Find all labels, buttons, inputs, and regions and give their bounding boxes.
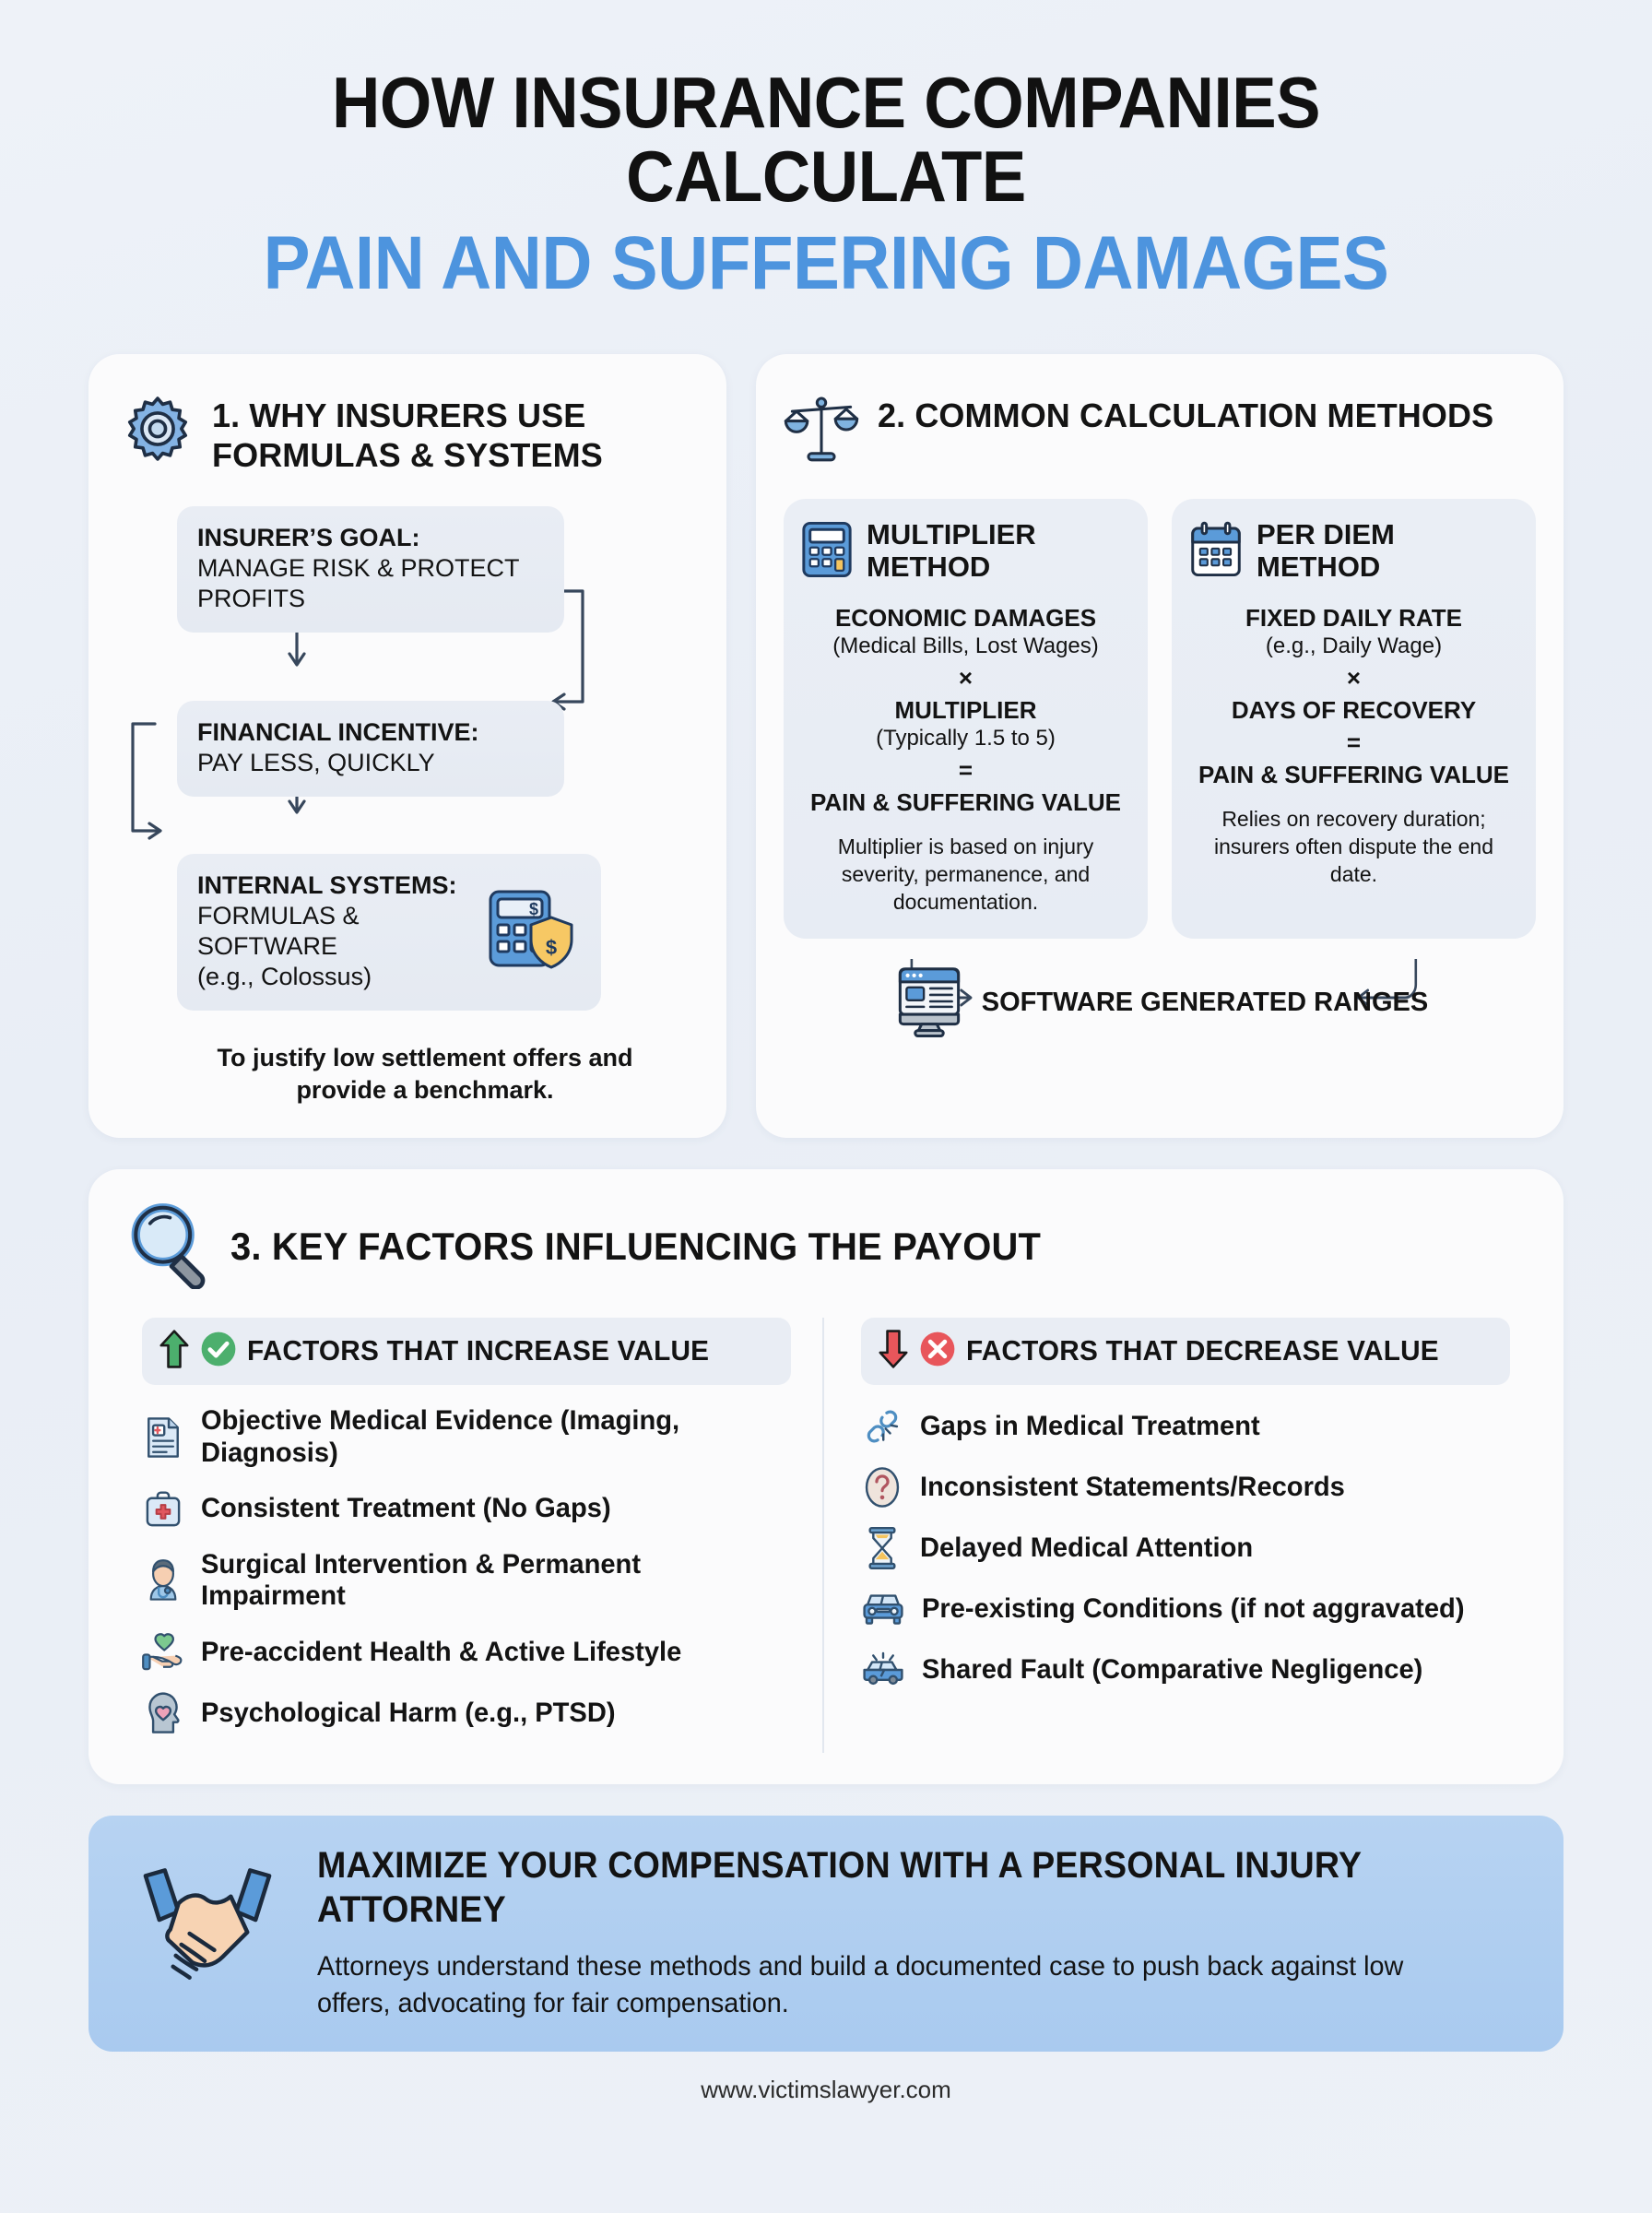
x-circle-icon xyxy=(918,1330,957,1373)
svg-text:$: $ xyxy=(528,900,539,919)
list-item-label: Shared Fault (Comparative Negligence) xyxy=(922,1653,1423,1685)
section-1-note: To justify low settlement offers and provide a benchmark. xyxy=(217,1043,633,1104)
flow-box-systems xyxy=(177,854,601,1011)
multiplier-line1-sub: (Medical Bills, Lost Wages) xyxy=(832,633,1099,658)
method-per-diem-body xyxy=(1188,604,1519,889)
cta-banner xyxy=(88,1816,1564,2052)
increase-header xyxy=(142,1318,791,1385)
method-multiplier-body xyxy=(800,604,1131,917)
section-1-header xyxy=(122,391,693,475)
method-per-diem-title: PER DIEM METHOD xyxy=(1257,518,1395,584)
list-item xyxy=(861,1405,1510,1448)
method-per-diem-header xyxy=(1188,519,1519,583)
list-item xyxy=(142,1488,791,1531)
calculator-shield-icon xyxy=(485,884,581,977)
calculator-icon xyxy=(800,520,854,584)
list-item xyxy=(861,1588,1510,1630)
page-title xyxy=(88,0,1564,306)
perdiem-op2: = xyxy=(1346,728,1362,757)
decrease-header xyxy=(861,1318,1510,1385)
perdiem-op1: × xyxy=(1346,663,1362,692)
list-item-label: Psychological Harm (e.g., PTSD) xyxy=(201,1697,616,1728)
perdiem-line1: FIXED DAILY RATE xyxy=(1245,603,1462,632)
monitor-icon xyxy=(891,964,967,1043)
flow-box-incentive xyxy=(177,701,564,797)
method-multiplier-title: MULTIPLIER METHOD xyxy=(867,518,1036,584)
broken-chain-icon xyxy=(861,1405,903,1448)
flow-box-systems-body2: (e.g., Colossus) xyxy=(197,962,372,990)
title-line-2: PAIN AND SUFFERING DAMAGES xyxy=(263,221,1389,306)
gear-icon xyxy=(122,393,194,469)
footer-url[interactable]: www.victimslawyer.com xyxy=(701,2076,951,2104)
flow-box-incentive-head: FINANCIAL INCENTIVE: xyxy=(197,718,479,747)
list-item-label: Pre-existing Conditions (if not aggravated) xyxy=(922,1592,1465,1624)
list-item-label: Inconsistent Statements/Records xyxy=(920,1471,1345,1502)
flow-box-goal-body: MANAGE RISK & PROTECT PROFITS xyxy=(197,554,520,613)
list-item xyxy=(861,1527,1510,1569)
decrease-title: FACTORS THAT DECREASE VALUE xyxy=(966,1334,1439,1367)
list-item xyxy=(142,1405,791,1470)
multiplier-op2: = xyxy=(958,756,974,785)
list-item-label: Objective Medical Evidence (Imaging, Diagnosis) xyxy=(201,1404,680,1468)
flow-box-systems-body: FORMULAS & SOFTWARE xyxy=(197,901,360,960)
perdiem-line2: DAYS OF RECOVERY xyxy=(1231,695,1477,724)
decrease-column xyxy=(824,1318,1527,1753)
multiplier-line2-sub: (Typically 1.5 to 5) xyxy=(876,726,1056,751)
software-ranges-label: SOFTWARE GENERATED RANGES xyxy=(981,988,1429,1018)
methods-container xyxy=(784,499,1536,939)
scales-icon xyxy=(784,393,859,471)
cta-body: Attorneys understand these methods and build a documented case to push back against low offers, advocating for fair compensation. xyxy=(317,1951,1404,2019)
flow-box-systems-head: INTERNAL SYSTEMS: xyxy=(197,870,457,899)
list-item-label: Pre-accident Health & Active Lifestyle xyxy=(201,1636,682,1667)
cta-text xyxy=(317,1843,1523,2022)
perdiem-note: Relies on recovery duration; insurers often dispute the end date. xyxy=(1213,807,1494,887)
list-item-label: Delayed Medical Attention xyxy=(920,1532,1254,1563)
flow-box-goal xyxy=(177,506,564,633)
multiplier-result: PAIN & SUFFERING VALUE xyxy=(809,788,1122,817)
list-item xyxy=(861,1649,1510,1691)
title-line-1: HOW INSURANCE COMPANIES CALCULATE xyxy=(331,62,1321,217)
method-multiplier-header xyxy=(800,519,1131,583)
section-2-header xyxy=(784,391,1536,471)
check-circle-icon xyxy=(199,1330,238,1373)
multiplier-line1: ECONOMIC DAMAGES xyxy=(834,603,1097,632)
arrow-up-icon xyxy=(159,1329,190,1374)
question-mark-icon xyxy=(861,1466,903,1509)
list-item-label: Surgical Intervention & Permanent Impairment xyxy=(201,1548,642,1612)
magnifier-icon xyxy=(125,1201,218,1294)
software-ranges-row xyxy=(784,959,1536,1047)
section-3-header xyxy=(125,1201,1527,1294)
decrease-list xyxy=(861,1405,1510,1691)
factors-columns xyxy=(125,1318,1527,1753)
flow-box-incentive-body: PAY LESS, QUICKLY xyxy=(197,749,435,777)
hand-heart-icon xyxy=(142,1631,184,1674)
increase-column xyxy=(125,1318,824,1753)
method-card-per-diem xyxy=(1172,499,1536,939)
section-1-title: 1. WHY INSURERS USE FORMULAS & SYSTEMS xyxy=(212,396,603,474)
section-1-card xyxy=(88,354,726,1138)
calendar-icon xyxy=(1188,521,1244,583)
list-item xyxy=(142,1549,791,1614)
list-item-label: Consistent Treatment (No Gaps) xyxy=(201,1493,611,1524)
increase-list xyxy=(142,1405,791,1734)
cta-title: MAXIMIZE YOUR COMPENSATION WITH A PERSONAL INJURY ATTORNEY xyxy=(317,1845,1362,1931)
flow-box-goal-head: INSURER’S GOAL: xyxy=(197,524,420,552)
section-1-flow xyxy=(122,506,693,1106)
svg-text:$: $ xyxy=(545,936,558,960)
head-heart-icon xyxy=(142,1692,184,1734)
perdiem-line1-sub: (e.g., Daily Wage) xyxy=(1265,633,1443,658)
doctor-icon xyxy=(142,1559,184,1602)
multiplier-line2: MULTIPLIER xyxy=(894,695,1037,724)
section-3-title: 3. KEY FACTORS INFLUENCING THE PAYOUT xyxy=(230,1225,1042,1269)
top-row xyxy=(88,354,1564,1138)
increase-title: FACTORS THAT INCREASE VALUE xyxy=(247,1334,710,1367)
list-item xyxy=(142,1631,791,1674)
multiplier-op1: × xyxy=(958,663,974,692)
section-2-title: 2. COMMON CALCULATION METHODS xyxy=(878,396,1494,435)
multiplier-note: Multiplier is based on injury severity, permanence, and documentation. xyxy=(837,834,1094,915)
list-item xyxy=(142,1692,791,1734)
car-front-icon xyxy=(861,1588,905,1630)
hourglass-icon xyxy=(861,1527,903,1569)
handshake-icon xyxy=(129,1862,286,2005)
section-3-card xyxy=(88,1169,1564,1784)
section-2-card xyxy=(756,354,1564,1138)
medical-document-icon xyxy=(142,1416,184,1459)
perdiem-result: PAIN & SUFFERING VALUE xyxy=(1198,761,1510,789)
car-crash-icon xyxy=(861,1649,905,1691)
first-aid-kit-icon xyxy=(142,1488,184,1531)
list-item-label: Gaps in Medical Treatment xyxy=(920,1410,1260,1441)
arrow-down-icon xyxy=(878,1329,909,1374)
list-item xyxy=(861,1466,1510,1509)
method-card-multiplier xyxy=(784,499,1148,939)
